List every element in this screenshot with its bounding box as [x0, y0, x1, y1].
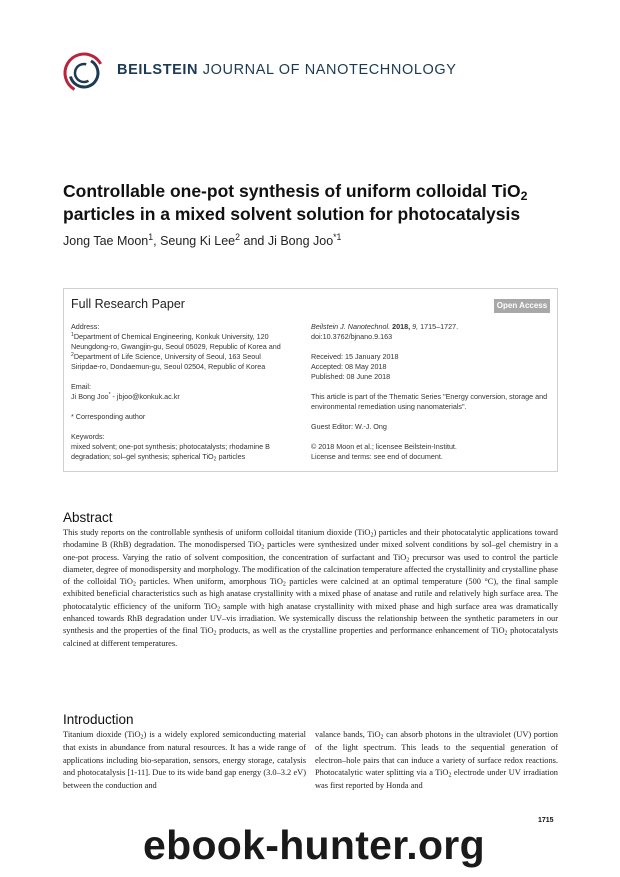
corresponding-note: * Corresponding author [71, 412, 146, 421]
doi-link[interactable]: doi:10.3762/bjnano.9.163 [311, 332, 393, 341]
accepted-date: Accepted: 08 May 2018 [311, 362, 387, 371]
journal-logo-icon [62, 51, 106, 95]
keywords-label: Keywords: [71, 432, 105, 441]
abstract-text [63, 527, 558, 650]
affiliation-2 [71, 352, 291, 372]
address-label: Address: [71, 322, 100, 331]
published-date: Published: 08 June 2018 [311, 372, 391, 381]
author-list [63, 234, 341, 248]
author-3-affiliation: *1 [333, 232, 342, 243]
intro-segment: can absorb photons in the ultraviolet (UV) portion of the light spectrum. This leads to the sequential generation of electron–hole pairs that can induce a variety of surface redox reactions. Photocatalytic water splitting via a TiO [315, 730, 558, 778]
abstract-segment: sample with high anatase crystallinity with mixed phase and high surface area was dramatically enhanced towards RhB degradation under UV–vis irradiation. We systemically discuss the relationship between the synthetic parameters in our synthesis and the properties of the final TiO [63, 601, 558, 636]
info-right-column [311, 322, 551, 462]
citation-line [311, 322, 551, 332]
watermark-text: ebook-hunter.org [143, 822, 485, 868]
intro-subscript: 2 [140, 734, 144, 741]
intro-segment: electrode under UV irradiation was first reported by Honda and [315, 768, 558, 791]
title-subscript: 2 [520, 189, 528, 204]
author-separator: , [153, 234, 161, 248]
introduction-left-column [63, 729, 306, 793]
affiliation-1-text: Department of Chemical Engineering, Konkuk University, 120 Neungdong-ro, Gwangjin-gu, Seoul 05029, Republic of Korea and [71, 332, 281, 351]
article-title [63, 180, 563, 226]
email-line [71, 392, 291, 402]
abstract-segment: photocatalysts calcined at different temperatures. [63, 626, 559, 648]
introduction-heading: Introduction [63, 712, 134, 727]
guest-editor: Guest Editor: W.-J. Ong [311, 422, 387, 431]
keywords-list: mixed solvent; one-pot synthesis; photocatalysts; rhodamine B degradation; sol–gel synthesis; spherical TiO [71, 442, 270, 461]
abstract-subscript: 2 [132, 581, 136, 588]
keywords-subscript: 2 [213, 456, 217, 463]
email-asterisk: * [108, 392, 111, 399]
abstract-segment: This study reports on the controllable synthesis of uniform colloidal titanium dioxide (TiO [63, 528, 371, 537]
abstract-segment: precursor was used to control the particle diameter, degree of monodispersity and morphology. The modification of the calcination temperature affected the crystallinity and crystalline phase of the colloidal TiO [63, 552, 558, 587]
affiliation-2-text: Department of Life Science, University of Seoul, 163 Seoul Siripdae-ro, Dondaemun-gu, Seoul 02504, Republic of Korea [71, 352, 266, 371]
author-2[interactable]: Seung Ki Lee [160, 234, 236, 248]
affiliation-1-number: 1 [71, 332, 74, 339]
abstract-subscript: 2 [370, 532, 374, 539]
email-author: Ji Bong Joo [71, 392, 109, 401]
author-separator: and [240, 234, 268, 248]
abstract-subscript: 2 [282, 581, 286, 588]
abstract-heading: Abstract [63, 510, 113, 525]
intro-subscript: 2 [380, 734, 384, 741]
abstract-segment: products, as well as the crystalline properties and performance enhancement of TiO [216, 626, 505, 636]
affiliation-2-number: 2 [71, 352, 74, 359]
abstract-subscript: 2 [213, 630, 217, 637]
title-line1: Controllable one-pot synthesis of uniform colloidal TiO [63, 181, 521, 201]
abstract-subscript: 2 [504, 630, 508, 637]
info-left-column [71, 322, 291, 462]
keywords-tail: particles [216, 452, 246, 461]
intro-subscript: 2 [448, 772, 452, 779]
journal-name [117, 62, 457, 78]
affiliation-1 [71, 332, 291, 352]
journal-name-rest: JOURNAL OF NANOTECHNOLOGY [198, 62, 457, 78]
abstract-segment: particles were synthesized under mixed solvent conditions by sol–gel chemistry in a one-pot process. Varying the ratio of solvent composition, the concentration of surfactant and TiO [63, 540, 558, 562]
abstract-subscript: 2 [261, 544, 265, 551]
received-date: Received: 15 January 2018 [311, 352, 399, 361]
title-line2: particles in a mixed solvent solution for photocatalysis [63, 204, 521, 224]
citation-journal: Beilstein J. Nanotechnol. [311, 322, 391, 331]
abstract-segment: ) particles and their photocatalytic applications toward rhodamine B (RhB) degradation. The monodispersed TiO [63, 528, 558, 550]
introduction-right-column [315, 729, 558, 793]
author-1[interactable]: Jong Tae Moon [63, 234, 149, 248]
thematic-series-note: This article is part of the Thematic Series "Energy conversion, storage and environmental remediation using nanomaterials". [311, 392, 548, 411]
paper-type: Full Research Paper [71, 297, 185, 311]
abstract-segment: particles were calcined at an optimal temperature (500 °C), the final sample exhibited beneficial characteristics such as high anatase crystallinity with a mixed phase of anatase and rutile and relatively high surface area. The photocatalytic efficiency of the uniform TiO [63, 577, 558, 611]
author-2-affiliation: 2 [235, 232, 241, 243]
intro-segment: Titanium dioxide (TiO [63, 730, 141, 739]
citation-year: 2018, [390, 322, 411, 331]
license-line: License and terms: see end of document. [311, 452, 443, 461]
citation-pages: 1715–1727. [418, 322, 459, 331]
abstract-subscript: 2 [406, 557, 410, 564]
journal-name-bold: BEILSTEIN [117, 62, 199, 78]
intro-segment: ) is a widely explored semiconducting material that exists in abundance from natural resources. It has a wide range of applications including bio-separation, sensors, energy storage, catalysis and photocatalysis [1-11]. Due to its wide band gap energy (3.0–3.2 eV) between the conduction and [63, 730, 307, 791]
page-number: 1715 [538, 817, 554, 824]
copyright-line: © 2018 Moon et al.; licensee Beilstein-Institut. [311, 442, 457, 451]
intro-segment: valance bands, TiO [315, 730, 381, 739]
abstract-subscript: 2 [217, 606, 220, 613]
abstract-segment: particles. When uniform, amorphous TiO [135, 577, 283, 587]
keywords-text [71, 442, 291, 462]
author-1-affiliation: 1 [148, 232, 154, 243]
citation-volume: 9, [410, 322, 419, 331]
open-access-badge: Open Access [494, 299, 550, 313]
author-3[interactable]: Ji Bong Joo [267, 234, 334, 248]
email-label: Email: [71, 382, 91, 391]
email-address-link[interactable]: - jbjoo@konkuk.ac.kr [110, 392, 180, 401]
